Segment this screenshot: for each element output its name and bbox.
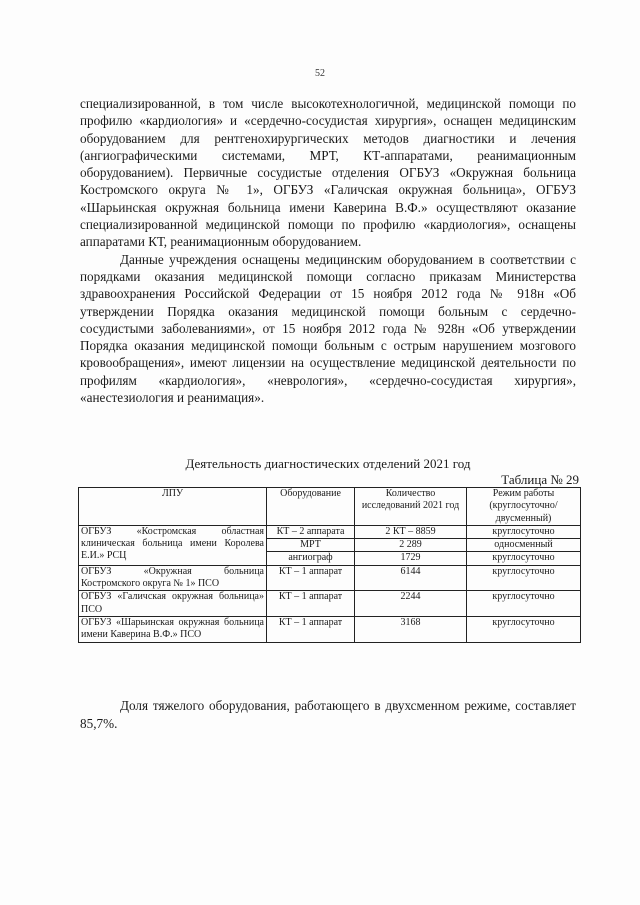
cell-mode: круглосуточно: [467, 616, 581, 642]
cell-lpu: ОГБУЗ «Галичская окружная больница» ПСО: [79, 591, 267, 617]
cell-count: 2 КТ – 8859: [355, 525, 467, 538]
cell-equipment: ангиограф: [267, 552, 355, 565]
table-row: [79, 565, 581, 591]
cell-equipment: КТ – 2 аппарата: [267, 525, 355, 538]
header-lpu: ЛПУ: [79, 488, 267, 526]
cell-count: 2244: [355, 591, 467, 617]
cell-mode: круглосуточно: [467, 565, 581, 591]
cell-lpu: ОГБУЗ «Костромская областная клиническая больница имени Королева Е.И.» РСЦ: [79, 525, 267, 565]
table-row: [79, 616, 581, 642]
paragraph-1: специализированной, в том числе высокотехнологичной, медицинской помощи по профилю «кардиология» и «сердечно-сосудистая хирургия», оснащен медицинским оборудованием для рентгенохирургических методов диагностики и лечения (ангиографическими системами, МРТ, КТ-аппаратами, реанимационным оборудованием). Первичные сосудистые отделения ОГБУЗ «Окружная больница Костромского округа № 1», ОГБУЗ «Галичская окружная больница», ОГБУЗ «Шарьинская окружная больница имени Каверина В.Ф.» осуществляют оказание специализированной медицинской помощи по профилю «кардиология», оснащены аппаратами КТ, реанимационным оборудованием.: [80, 96, 576, 250]
cell-count: 6144: [355, 565, 467, 591]
table-row: [79, 591, 581, 617]
body-text: [80, 95, 576, 406]
cell-equipment: КТ – 1 аппарат: [267, 565, 355, 591]
cell-equipment: МРТ: [267, 539, 355, 552]
cell-lpu: ОГБУЗ «Окружная больница Костромского округа № 1» ПСО: [79, 565, 267, 591]
paragraph-2: Данные учреждения оснащены медицинским оборудованием в соответствии с порядками оказания медицинской помощи согласно приказам Министерства здравоохранения Российской Федерации от 15 ноября 2012 года № 918н «Об утверждении Порядка оказания медицинской помощи больным с сердечно-сосудистыми заболеваниями», от 15 ноября 2012 года № 928н «Об утверждении Порядка оказания медицинской помощи больным с острым нарушением мозгового кровообращения», имеют лицензии на осуществление медицинской деятельности по профилям «кардиология», «неврология», «сердечно-сосудистая хирургия», «анестезиология и реанимация».: [80, 251, 576, 406]
page-number: 52: [315, 68, 325, 79]
cell-lpu: ОГБУЗ «Шарьинская окружная больница имени Каверина В.Ф.» ПСО: [79, 616, 267, 642]
header-equipment: Оборудование: [267, 488, 355, 526]
cell-equipment: КТ – 1 аппарат: [267, 616, 355, 642]
header-mode: Режим работы (круглосуточно/ двусменный): [467, 488, 581, 526]
cell-mode: круглосуточно: [467, 552, 581, 565]
cell-count: 2 289: [355, 539, 467, 552]
cell-mode: круглосуточно: [467, 591, 581, 617]
cell-mode: односменный: [467, 539, 581, 552]
header-count: Количество исследований 2021 год: [355, 488, 467, 526]
diagnostics-table: [78, 487, 581, 643]
footer-text: [80, 697, 576, 733]
cell-equipment: КТ – 1 аппарат: [267, 591, 355, 617]
cell-count: 1729: [355, 552, 467, 565]
table-header-row: [79, 488, 581, 526]
cell-mode: круглосуточно: [467, 525, 581, 538]
table-row: [79, 525, 581, 538]
footer-paragraph: Доля тяжелого оборудования, работающего в двухсменном режиме, составляет 85,7%.: [80, 698, 576, 731]
cell-count: 3168: [355, 616, 467, 642]
table-number: Таблица № 29: [501, 472, 579, 487]
table-title: Деятельность диагностических отделений 2021 год: [185, 456, 471, 471]
